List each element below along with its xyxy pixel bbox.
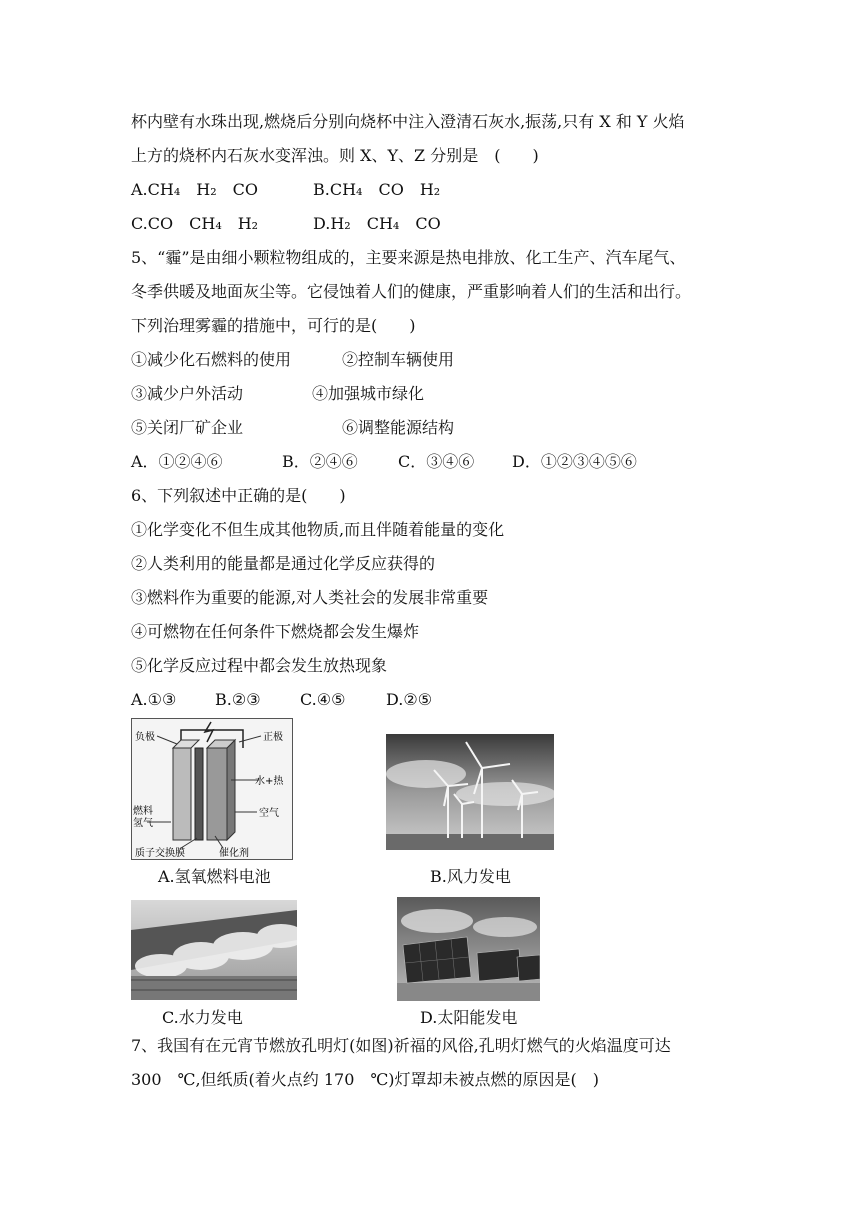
label-water-heat: 水+热 (255, 776, 284, 787)
q4-option-b: B.CH₄ CO H₂ (313, 180, 441, 199)
q5-option-d: D．①②③④⑤⑥ (512, 452, 637, 471)
q5-stem-line2: 冬季供暖及地面灰尘等。它侵蚀着人们的健康，严重影响着人们的生活和出行。 (131, 282, 692, 301)
q7-stem-line2: 300 ℃,但纸质(着火点约 170 ℃)灯罩却未被点燃的原因是( ) (131, 1070, 600, 1089)
q6-option-a: A.①③ (131, 690, 177, 709)
q6-option-d: D.②⑤ (386, 690, 433, 709)
label-membrane: 质子交换膜 (135, 848, 185, 859)
q5-stem-line1: 5、“霾”是由细小颗粒物组成的，主要来源是热电排放、化工生产、汽车尾气、 (131, 248, 686, 267)
q4-option-d: D.H₂ CH₄ CO (313, 214, 441, 233)
q6-option-c: C.④⑤ (300, 690, 346, 709)
label-fuel: 燃料 (133, 806, 153, 817)
q5-item-1: ①减少化石燃料的使用 (131, 350, 292, 369)
q6-statement-3: ③燃料作为重要的能源,对人类社会的发展非常重要 (131, 588, 489, 607)
q5-item-6: ⑥调整能源结构 (342, 418, 455, 437)
q5-option-b: B．②④⑥ (282, 452, 358, 471)
caption-solar-power: D.太阳能发电 (420, 1008, 518, 1027)
q7-stem-line1: 7、我国有在元宵节燃放孔明灯(如图)祈福的风俗,孔明灯燃气的火焰温度可达 (131, 1036, 671, 1055)
q4-text-line2: 上方的烧杯内石灰水变浑浊。则 X、Y、Z 分别是 ( ) (131, 146, 539, 165)
q6-statement-1: ①化学变化不但生成其他物质,而且伴随着能量的变化 (131, 520, 505, 539)
q5-item-3: ③减少户外活动 (131, 384, 244, 403)
hydro-power-photo (131, 900, 297, 1000)
q6-statement-5: ⑤化学反应过程中都会发生放热现象 (131, 656, 388, 675)
q5-item-2: ②控制车辆使用 (342, 350, 455, 369)
label-catalyst: 催化剂 (219, 848, 249, 859)
caption-hydro-power: C.水力发电 (162, 1008, 243, 1027)
solar-power-photo (397, 897, 540, 1001)
fuel-cell-diagram (131, 718, 293, 860)
q5-item-4: ④加强城市绿化 (312, 384, 425, 403)
q5-stem-line3: 下列治理雾霾的措施中，可行的是( ) (131, 316, 416, 335)
caption-wind-power: B.风力发电 (430, 867, 511, 886)
label-positive: 正极 (263, 732, 283, 743)
q6-statement-2: ②人类利用的能量都是通过化学反应获得的 (131, 554, 436, 573)
caption-fuel-cell: A.氢氧燃料电池 (158, 867, 271, 886)
q6-option-b: B.②③ (215, 690, 261, 709)
label-hydrogen: 氢气 (133, 818, 153, 829)
q4-option-c: C.CO CH₄ H₂ (131, 214, 259, 233)
label-negative: 负极 (135, 732, 155, 743)
label-air: 空气 (259, 808, 279, 819)
q5-option-a: A．①②④⑥ (131, 452, 223, 471)
wind-power-photo (386, 734, 554, 850)
q5-option-c: C．③④⑥ (398, 452, 475, 471)
q4-option-a: A.CH₄ H₂ CO (131, 180, 258, 199)
q4-text-line1: 杯内壁有水珠出现,燃烧后分别向烧杯中注入澄清石灰水,振荡,只有 X 和 Y 火焰 (131, 112, 685, 131)
q6-stem: 6、下列叙述中正确的是( ) (131, 486, 346, 505)
q5-item-5: ⑤关闭厂矿企业 (131, 418, 244, 437)
q6-statement-4: ④可燃物在任何条件下燃烧都会发生爆炸 (131, 622, 420, 641)
